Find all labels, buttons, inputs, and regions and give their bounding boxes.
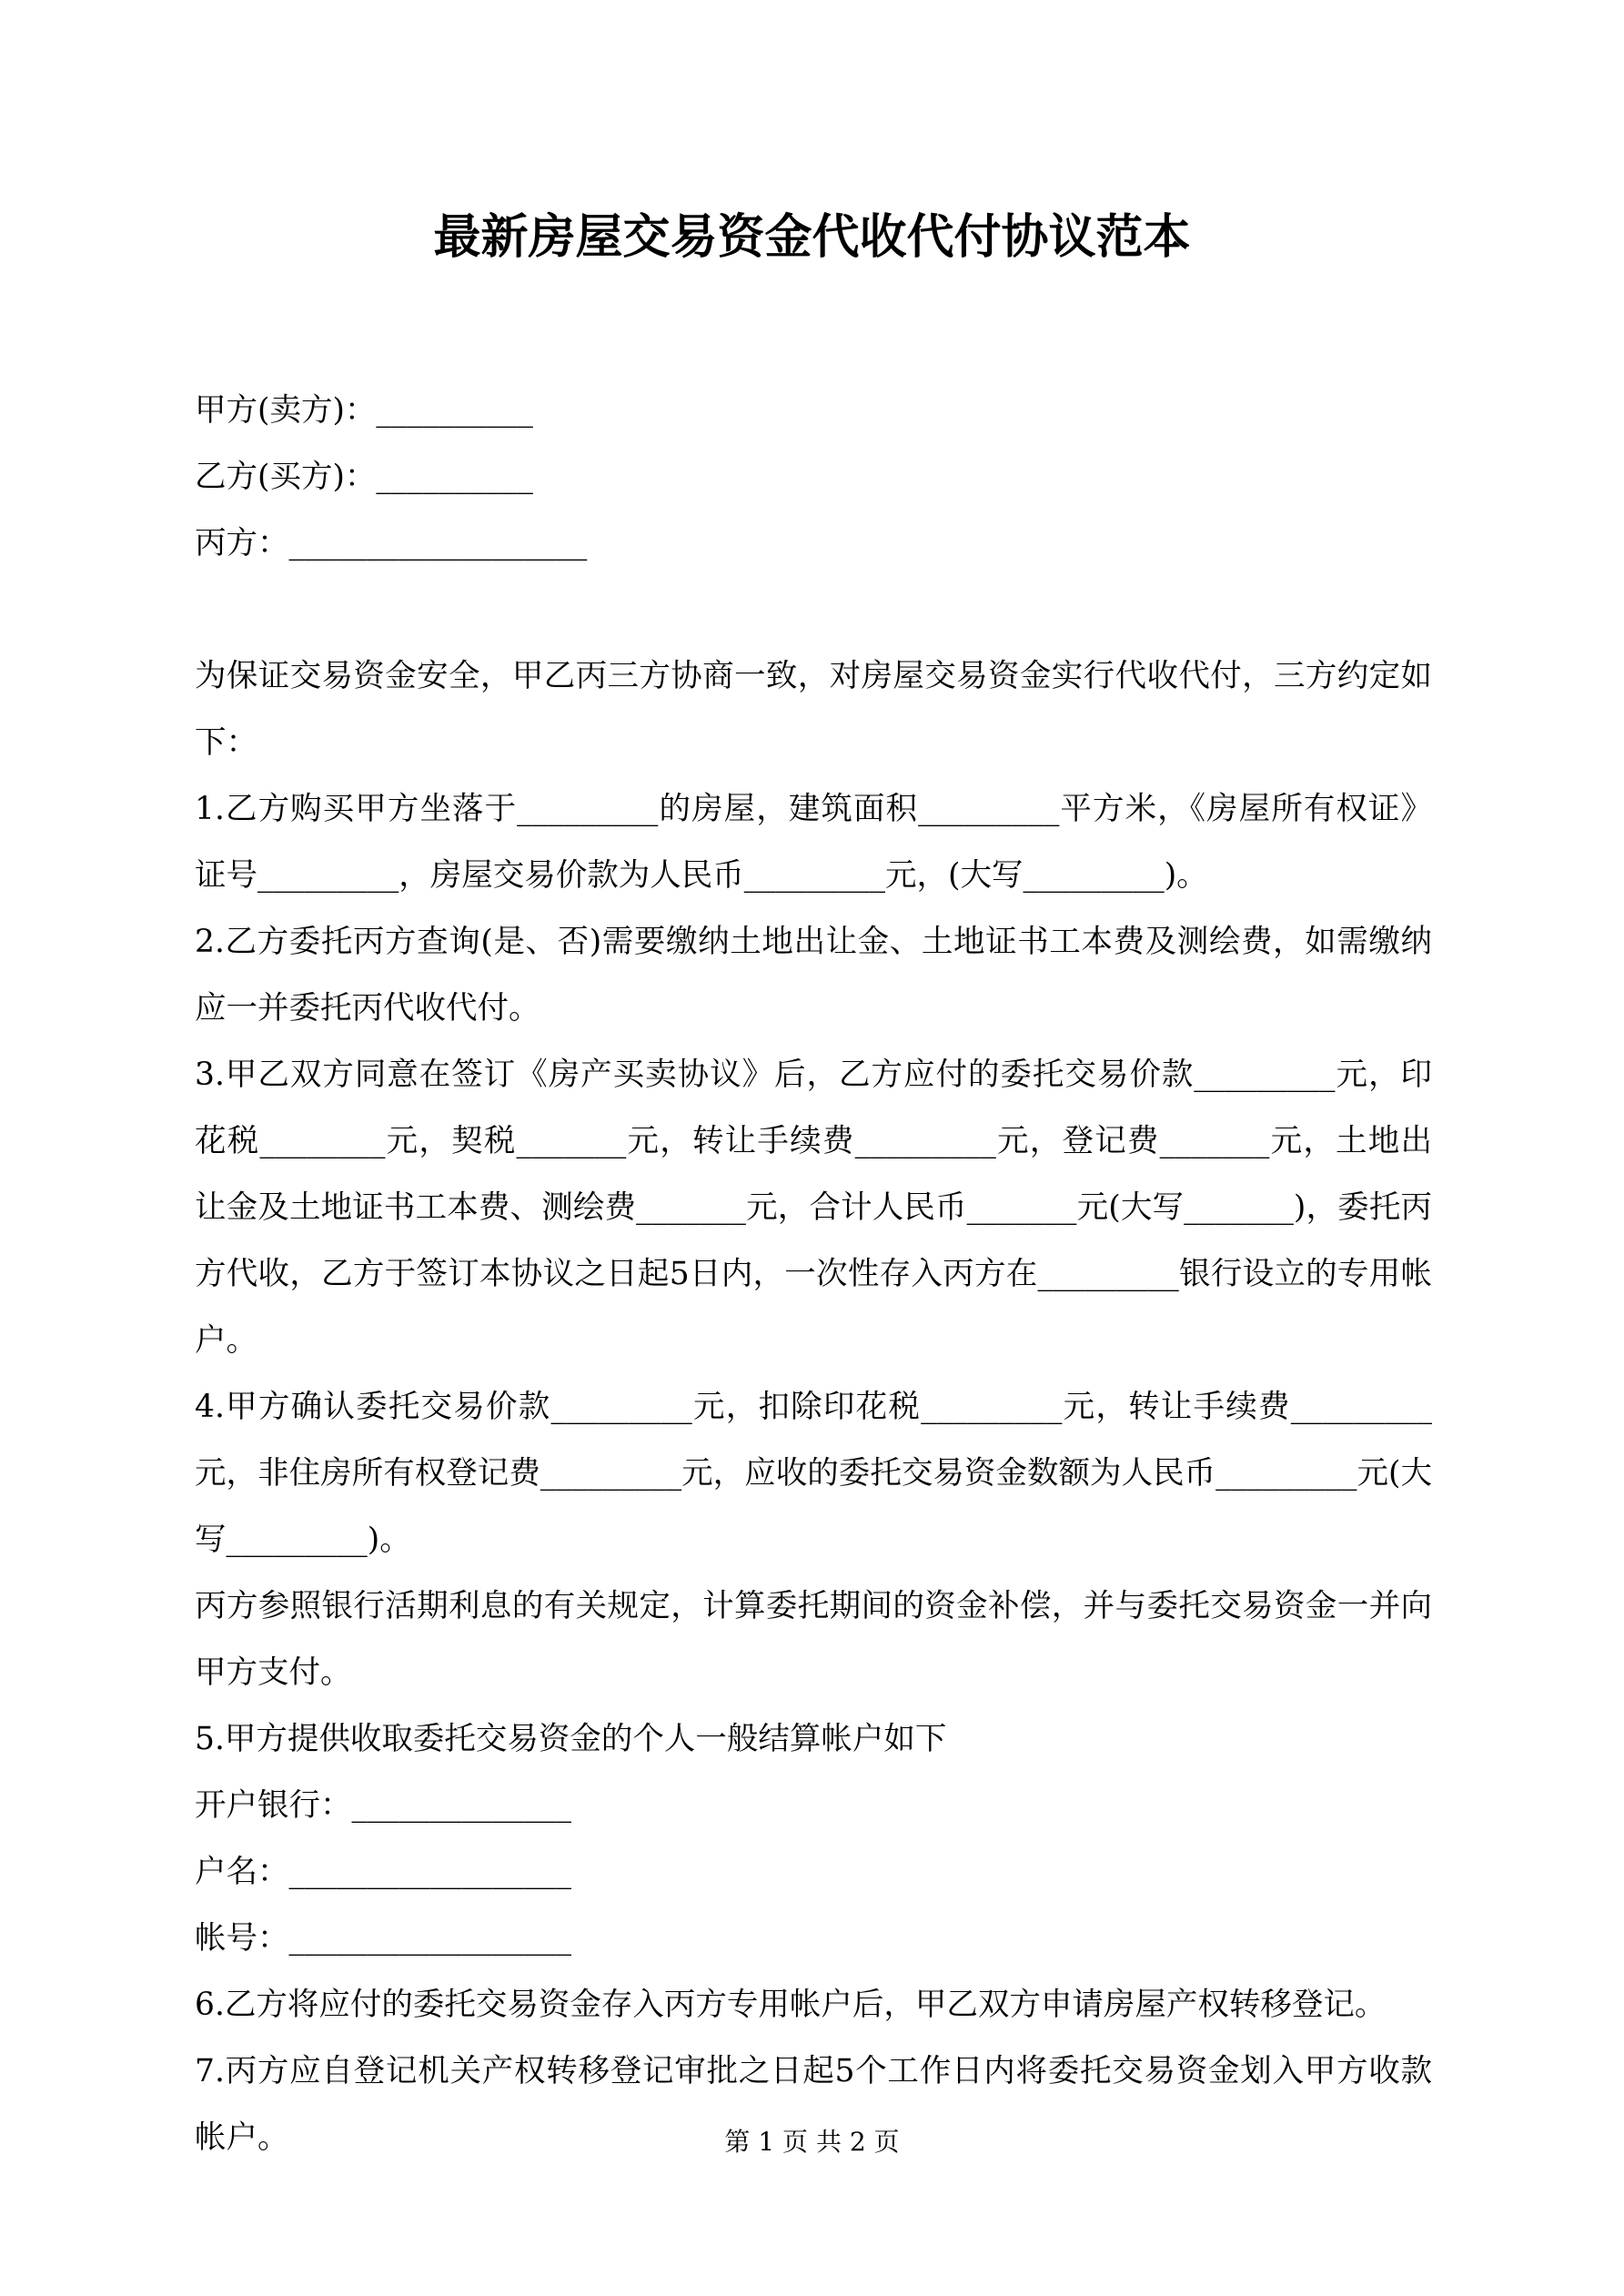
clause-7: 7.丙方应自登记机关产权转移登记审批之日起5个工作日内将委托交易资金划入甲方收款帐户。 xyxy=(195,2053,1432,2156)
party-buyer: 乙方(买方)：__________ xyxy=(195,459,533,495)
clause-3: 3.甲乙双方同意在签订《房产买卖协议》后，乙方应付的委托交易价款_________元，印花税________元，契税_______元，转让手续费_________元，登记费_______元，土地出让金及土地证书工本费、测绘费_______元，合计人民币_______元(大写_______)，委托丙方代收，乙方于签订本协议之日起5日内，一次性存入丙方在_________银行设立的专用帐户。 xyxy=(195,1057,1432,1359)
field-account-number: 帐号：__________________ xyxy=(195,1920,571,1957)
clause-4: 4.甲方确认委托交易价款_________元，扣除印花税_________元，转让手续费_________元，非住房所有权登记费_________元，应收的委托交易资金数额为人民币_________元(大写_________)。 xyxy=(195,1389,1432,1558)
clause-1: 1.乙方购买甲方坐落于_________的房屋，建筑面积_________平方米，《房屋所有权证》证号_________，房屋交易价款为人民币_________元，(大写_________)。 xyxy=(195,791,1432,894)
party-third: 丙方：___________________ xyxy=(195,525,588,561)
party-seller: 甲方(卖方)：__________ xyxy=(195,392,533,429)
clause-2: 2.乙方委托丙方查询(是、否)需要缴纳土地出让金、土地证书工本费及测绘费，如需缴纳应一并委托丙代收代付。 xyxy=(195,924,1432,1027)
field-bank: 开户银行：______________ xyxy=(195,1787,571,1824)
field-account-name: 户名：__________________ xyxy=(195,1854,571,1890)
clause-6: 6.乙方将应付的委托交易资金存入丙方专用帐户后，甲乙双方申请房屋产权转移登记。 xyxy=(195,1987,1387,2023)
spacer xyxy=(195,577,1432,643)
intro-paragraph: 为保证交易资金安全，甲乙丙三方协商一致，对房屋交易资金实行代收代付，三方约定如下： xyxy=(195,658,1432,761)
document-title: 最新房屋交易资金代收代付协议范本 xyxy=(433,210,1191,265)
page-footer: 第 1 页 共 2 页 xyxy=(724,2127,900,2157)
clause-5: 5.甲方提供收取委托交易资金的个人一般结算帐户如下 xyxy=(195,1721,947,1757)
document-body xyxy=(195,378,1432,2171)
interest-paragraph: 丙方参照银行活期利息的有关规定，计算委托期间的资金补偿，并与委托交易资金一并向甲方支付。 xyxy=(195,1588,1432,1691)
